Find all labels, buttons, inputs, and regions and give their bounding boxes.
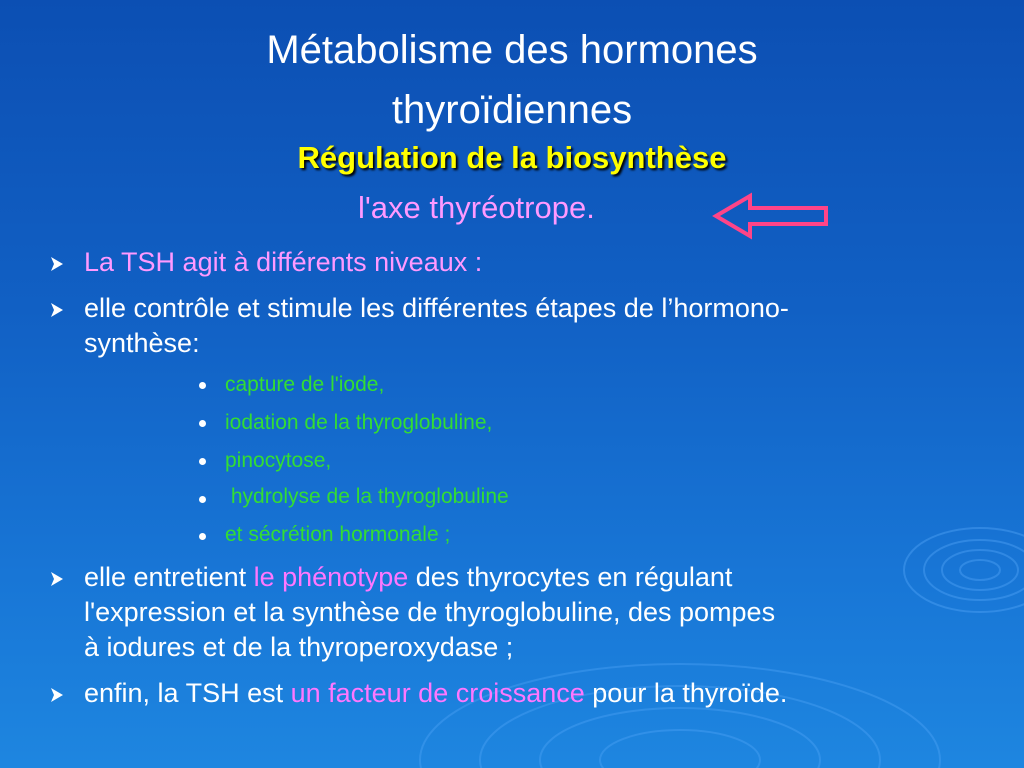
point-phenotype-pre: elle entretient [84, 562, 254, 592]
point-tsh-niveaux: La TSH agit à différents niveaux : [84, 247, 483, 277]
point-controle-line1: elle contrôle et stimule les différentes étapes de l’hormono- [84, 293, 789, 323]
croissance-highlight: un facteur de croissance [290, 678, 585, 708]
dot-bullet-icon [199, 533, 206, 540]
dot-bullet-icon [199, 420, 206, 427]
subpoint-capture: capture de l'iode, [225, 373, 385, 396]
subpoint-hydrolyse: hydrolyse de la thyroglobuline [225, 485, 509, 508]
arrowhead-bullet-icon [50, 256, 64, 272]
dot-bullet-icon [199, 382, 206, 389]
point-croissance-post: pour la thyroïde. [584, 678, 788, 708]
arrowhead-bullet-icon [50, 302, 64, 318]
slide-title-line2: thyroïdiennes [391, 88, 633, 132]
point-phenotype-line2: l'expression et la synthèse de thyroglobuline, des pompes [84, 597, 776, 627]
slide-title-line1: Métabolisme des hormones [266, 28, 758, 72]
point-croissance-pre: enfin, la TSH est [84, 678, 291, 708]
arrowhead-bullet-icon [50, 571, 64, 587]
point-controle-line2: synthèse: [84, 328, 200, 358]
left-arrow-icon [712, 192, 830, 240]
slide-subtitle: Régulation de la biosynthèse [297, 140, 727, 175]
point-phenotype-line1 [84, 560, 732, 595]
point-croissance [84, 676, 787, 711]
point-phenotype-post: des thyrocytes en régulant [408, 562, 733, 592]
dot-bullet-icon [199, 496, 206, 503]
ripple-decoration-right [880, 520, 1024, 620]
subpoint-pinocytose: pinocytose, [225, 449, 332, 472]
point-phenotype-line3: à iodures et de la thyroperoxydase ; [84, 632, 514, 662]
phenotype-highlight: le phénotype [253, 562, 409, 592]
subpoint-secretion: et sécrétion hormonale ; [225, 523, 451, 546]
dot-bullet-icon [199, 458, 206, 465]
axe-label: l'axe thyréotrope. [358, 190, 595, 225]
subpoint-iodation: iodation de la thyroglobuline, [225, 411, 493, 434]
arrowhead-bullet-icon [50, 687, 64, 703]
